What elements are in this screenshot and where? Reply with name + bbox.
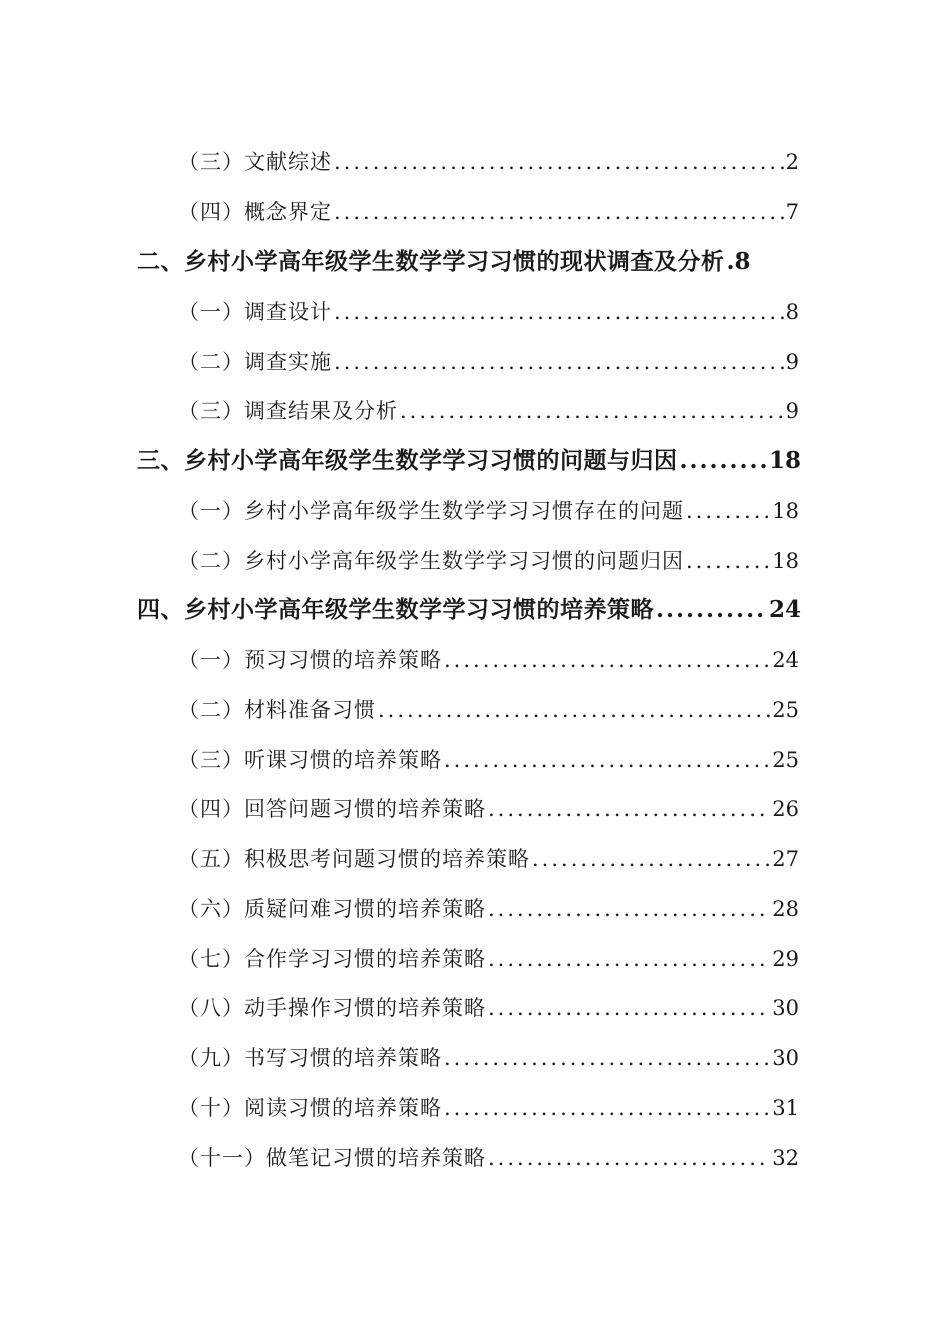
- toc-entry-page: 27: [772, 847, 799, 871]
- toc-entry-title: （六）质疑问难习惯的培养策略: [178, 897, 486, 921]
- toc-entry-title: （四）回答问题习惯的培养策略: [178, 797, 486, 821]
- toc-entry: [178, 839, 799, 879]
- toc-entry-page: 31: [772, 1096, 799, 1120]
- toc-entry-page: 2: [785, 150, 799, 174]
- toc-entry-title: （八）动手操作习惯的培养策略: [178, 996, 486, 1020]
- toc-entry-page: 9: [785, 399, 799, 423]
- toc-entry: [178, 391, 799, 431]
- toc-dot-leader: [334, 292, 784, 332]
- toc-entry-title: （十）阅读习惯的培养策略: [178, 1096, 442, 1120]
- toc-entry-page: 25: [772, 748, 799, 772]
- toc-entry-page: 24: [772, 648, 799, 672]
- toc-entry-title: （一）调查设计: [178, 300, 332, 324]
- toc-chapter-title: 三、乡村小学高年级学生数学学习习惯的问题与归因: [137, 447, 678, 474]
- toc-entry-title: （七）合作学习习惯的培养策略: [178, 947, 486, 971]
- toc-entry-page: 26: [772, 797, 799, 821]
- toc-chapter-title: 四、乡村小学高年级学生数学学习习惯的培养策略: [137, 596, 654, 623]
- toc-entry-page: 32: [772, 1146, 799, 1170]
- toc-entry-title: （五）积极思考问题习惯的培养策略: [178, 847, 530, 871]
- toc-dot-leader: [400, 391, 784, 431]
- toc-entry: [178, 541, 799, 581]
- toc-entry-page: 8: [785, 300, 799, 324]
- toc-entry: [178, 1138, 799, 1178]
- toc-entry: [178, 889, 799, 929]
- toc-entry-page: 18: [772, 549, 799, 573]
- toc-dot-leader: [444, 1038, 770, 1078]
- toc-chapter-entry: [137, 441, 801, 481]
- toc-entry-title: （二）材料准备习惯: [178, 698, 376, 722]
- toc-chapter-page: 8: [734, 248, 751, 275]
- toc-entry-page: 30: [772, 996, 799, 1020]
- toc-entry-title: （二）调查实施: [178, 350, 332, 374]
- toc-chapter-page: 24: [768, 596, 801, 623]
- toc-entry-title: （三）文献综述: [178, 150, 332, 174]
- toc-dot-leader: [444, 740, 770, 780]
- toc-dot-leader: [488, 789, 770, 829]
- toc-entry: [178, 740, 799, 780]
- toc-dot-leader: [680, 441, 767, 481]
- toc-entry: [178, 988, 799, 1028]
- toc-dot-leader: [686, 491, 770, 531]
- toc-entry-page: 28: [772, 897, 799, 921]
- toc-entry-title: （三）调查结果及分析: [178, 399, 398, 423]
- toc-chapter-entry: [137, 242, 801, 282]
- toc-entry: [178, 491, 799, 531]
- toc-entry: [178, 342, 799, 382]
- toc-entry-title: （三）听课习惯的培养策略: [178, 748, 442, 772]
- toc-entry: [178, 690, 799, 730]
- toc-chapter-entry: [137, 590, 801, 630]
- toc-entry-page: 18: [772, 499, 799, 523]
- toc-entry: [178, 292, 799, 332]
- toc-dot-leader: [727, 242, 733, 282]
- toc-dot-leader: [488, 939, 770, 979]
- toc-entry: [178, 192, 799, 232]
- toc-entry-title: （十一）做笔记习惯的培养策略: [178, 1146, 486, 1170]
- toc-entry: [178, 789, 799, 829]
- toc-entry-page: 30: [772, 1046, 799, 1070]
- toc-entry-title: （四）概念界定: [178, 200, 332, 224]
- toc-entry-page: 7: [785, 200, 799, 224]
- toc-entry: [178, 939, 799, 979]
- toc-dot-leader: [444, 1088, 770, 1128]
- toc-dot-leader: [334, 142, 784, 182]
- toc-entry: [178, 1038, 799, 1078]
- toc-entry-title: （二）乡村小学高年级学生数学学习习惯的问题归因: [178, 549, 684, 573]
- toc-dot-leader: [488, 889, 770, 929]
- toc-entry-page: 25: [772, 698, 799, 722]
- toc-dot-leader: [334, 192, 784, 232]
- toc-chapter-title: 二、乡村小学高年级学生数学学习习惯的现状调查及分析: [137, 248, 725, 275]
- toc-entry: [178, 142, 799, 182]
- toc-entry-page: 29: [772, 947, 799, 971]
- toc-dot-leader: [656, 590, 767, 630]
- toc-dot-leader: [378, 690, 770, 730]
- toc-dot-leader: [686, 541, 770, 581]
- toc-entry-title: （九）书写习惯的培养策略: [178, 1046, 442, 1070]
- toc-dot-leader: [334, 342, 784, 382]
- toc-entry-title: （一）预习习惯的培养策略: [178, 648, 442, 672]
- toc-chapter-page: 18: [768, 447, 801, 474]
- toc-entry-page: 9: [785, 350, 799, 374]
- toc-entry-title: （一）乡村小学高年级学生数学学习习惯存在的问题: [178, 499, 684, 523]
- toc-dot-leader: [488, 988, 770, 1028]
- toc-entry: [178, 1088, 799, 1128]
- toc-entry: [178, 640, 799, 680]
- toc-dot-leader: [488, 1138, 770, 1178]
- toc-dot-leader: [532, 839, 770, 879]
- toc-dot-leader: [444, 640, 770, 680]
